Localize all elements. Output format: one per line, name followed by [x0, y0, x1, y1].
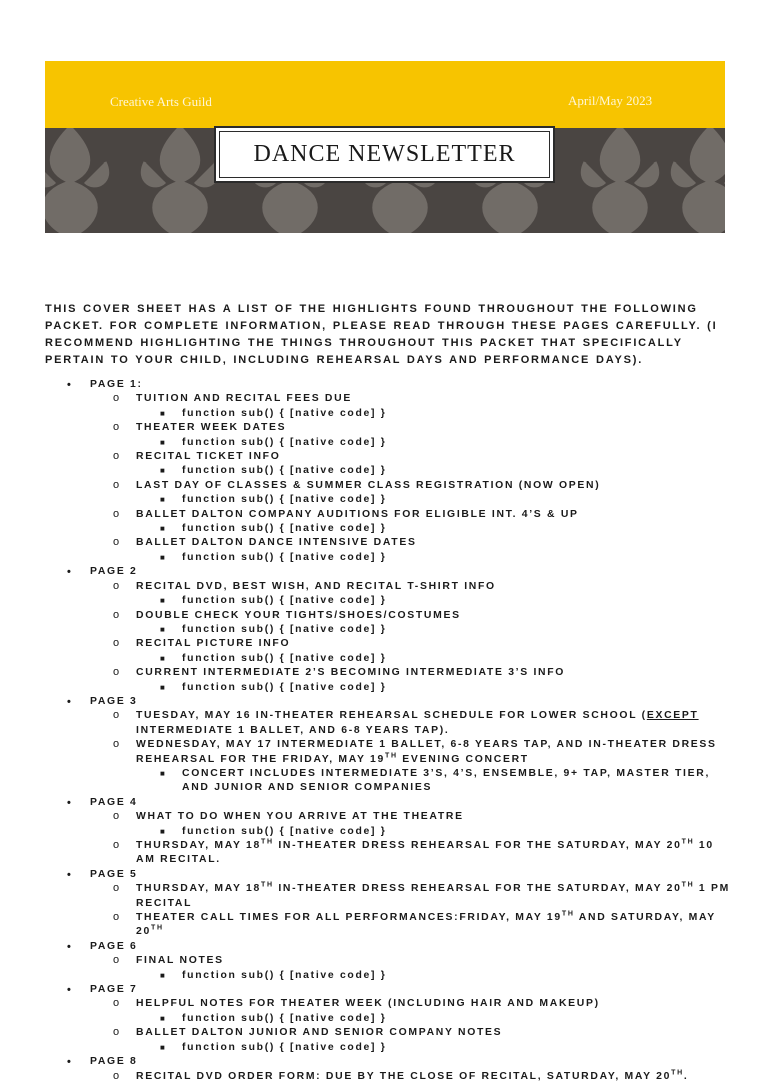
page-label: PAGE 8: [90, 1056, 138, 1068]
circle-bullet-icon: o: [113, 450, 121, 463]
page-entry: [45, 868, 735, 940]
item-text: function sub() { [native code] }: [182, 681, 387, 693]
page-items: [90, 882, 735, 940]
sub-items: [136, 464, 735, 478]
circle-bullet-icon: o: [113, 1069, 121, 1082]
item-text: INTERMEDIATE 1 BALLET, AND 6-8 YEARS TAP).: [136, 724, 450, 736]
sub-items: [136, 1041, 735, 1055]
square-bullet-icon: ■: [160, 624, 167, 634]
item-text: AND SATURDAY, MAY 20: [136, 912, 716, 938]
list-item: [45, 479, 735, 508]
list-item: [45, 609, 735, 638]
circle-bullet-icon: o: [113, 579, 121, 592]
sub-items: [136, 623, 735, 637]
list-item: [45, 1070, 735, 1084]
page-entry: [45, 565, 735, 695]
damask-ornament-icon: [665, 128, 725, 233]
page-entry: [45, 983, 735, 1055]
square-bullet-icon: ■: [160, 1013, 167, 1023]
item-text: DOUBLE CHECK YOUR TIGHTS/SHOES/COSTUMES: [136, 609, 461, 621]
item-text: THURSDAY, MAY 18: [136, 840, 261, 851]
sub-items: [136, 493, 735, 507]
square-bullet-icon: ■: [160, 408, 167, 418]
item-text: IN-THEATER DRESS REHEARSAL FOR THE SATURDAY, MAY 20: [273, 883, 682, 895]
item-text: function sub() { [native code] }: [182, 1041, 387, 1053]
list-item: [45, 551, 735, 565]
circle-bullet-icon: o: [113, 637, 121, 650]
list-item: [45, 738, 735, 796]
list-item: [45, 436, 735, 450]
sub-items: [136, 594, 735, 608]
sub-items: [136, 436, 735, 450]
sub-items: [136, 522, 735, 536]
item-text: WHAT TO DO WHEN YOU ARRIVE AT THE THEATRE: [136, 811, 464, 823]
item-text: CONCERT INCLUDES INTERMEDIATE 3’S, 4’S, ENSEMBLE, 9+ TAP, MASTER TIER, AND JUNIOR AND SENIOR COMPANIES: [182, 767, 711, 794]
list-item: [45, 637, 735, 666]
circle-bullet-icon: o: [113, 421, 121, 434]
ordinal-suffix: TH: [681, 881, 695, 889]
square-bullet-icon: ■: [160, 653, 167, 663]
item-text: function sub() { [native code] }: [182, 969, 387, 981]
list-item: [45, 911, 735, 940]
damask-ornament-icon: [575, 128, 665, 233]
ordinal-suffix: TH: [561, 910, 575, 918]
list-item: [45, 882, 735, 911]
list-item: [45, 623, 735, 637]
item-text: TUITION AND RECITAL FEES DUE: [136, 393, 352, 405]
circle-bullet-icon: o: [113, 810, 121, 823]
page-items: [90, 810, 735, 868]
item-text: function sub() { [native code] }: [182, 436, 387, 448]
item-text: function sub() { [native code] }: [182, 494, 387, 506]
list-item: [45, 464, 735, 478]
bullet-icon: •: [67, 379, 73, 391]
item-text: EVENING CONCERT: [397, 753, 529, 765]
damask-ornament-icon: [135, 128, 225, 233]
square-bullet-icon: ■: [160, 768, 167, 778]
sub-items: [136, 681, 735, 695]
list-item: [45, 767, 735, 796]
square-bullet-icon: ■: [160, 495, 167, 505]
page-entry: [45, 940, 735, 983]
item-text: function sub() { [native code] }: [182, 1012, 387, 1024]
page-list: [45, 378, 735, 1084]
damask-ornament-icon: [45, 128, 115, 233]
item-text: THEATER WEEK DATES: [136, 422, 287, 434]
list-item: [45, 839, 735, 868]
circle-bullet-icon: o: [113, 392, 121, 405]
circle-bullet-icon: o: [113, 507, 121, 520]
circle-bullet-icon: o: [113, 709, 121, 722]
issue-date: April/May 2023: [568, 93, 653, 108]
circle-bullet-icon: o: [113, 536, 121, 549]
sub-items: [136, 1012, 735, 1026]
item-text: HELPFUL NOTES FOR THEATER WEEK (INCLUDING HAIR AND MAKEUP): [136, 998, 600, 1010]
item-text: RECITAL DVD ORDER FORM: DUE BY THE CLOSE OF RECITAL, SATURDAY, MAY 20: [136, 1070, 672, 1082]
page-label: PAGE 4: [90, 796, 138, 808]
item-text: function sub() { [native code] }: [182, 465, 387, 477]
organization-name: Creative Arts Guild: [110, 94, 212, 109]
list-item: [45, 810, 735, 839]
item-text: function sub() { [native code] }: [182, 407, 387, 419]
list-item: [45, 536, 735, 565]
page-label: PAGE 6: [90, 940, 138, 952]
page-label: PAGE 5: [90, 868, 138, 880]
item-text: .: [683, 1070, 689, 1082]
list-item: [45, 392, 735, 421]
page-label: PAGE 1:: [90, 379, 143, 390]
item-text: THURSDAY, MAY 18: [136, 883, 261, 895]
circle-bullet-icon: o: [113, 666, 121, 679]
list-item: [45, 522, 735, 536]
page-entry: [45, 796, 735, 868]
intro-paragraph: THIS COVER SHEET HAS A LIST OF THE HIGHLIGHTS FOUND THROUGHOUT THE FOLLOWING PACKET. FOR COMPLETE INFORMATION, PLEASE READ THROUGH THESE PAGES CAREFULLY. (I RECOMMEND HIGHLIGHTING THE THINGS THROUGHOUT THIS PACKET THAT SPECIFICALLY PERTAIN TO YOUR CHILD, INCLUDING REHEARSAL DAYS AND PERFORMANCE DAYS).: [45, 303, 718, 366]
newsletter-header: [45, 61, 725, 233]
item-text: function sub() { [native code] }: [182, 652, 387, 664]
item-text: 10 AM RECITAL.: [136, 840, 714, 866]
list-item: [45, 1026, 735, 1055]
page-items: [90, 392, 735, 565]
bullet-icon: •: [67, 695, 73, 708]
list-item: [45, 450, 735, 479]
ordinal-suffix: TH: [261, 881, 274, 889]
item-text: BALLET DALTON JUNIOR AND SENIOR COMPANY NOTES: [136, 1027, 503, 1039]
ordinal-suffix: TH: [671, 1069, 684, 1077]
item-text: function sub() { [native code] }: [182, 623, 387, 635]
square-bullet-icon: ■: [160, 466, 167, 476]
bullet-icon: •: [67, 868, 73, 881]
circle-bullet-icon: o: [113, 608, 121, 621]
square-bullet-icon: ■: [160, 596, 167, 606]
circle-bullet-icon: o: [113, 911, 121, 924]
square-bullet-icon: ■: [160, 552, 167, 562]
ordinal-suffix: TH: [150, 924, 164, 932]
bullet-icon: •: [67, 566, 73, 579]
circle-bullet-icon: o: [113, 478, 121, 491]
item-text: LAST DAY OF CLASSES & SUMMER CLASS REGISTRATION (NOW OPEN): [136, 479, 601, 491]
highlights-outline: [45, 378, 735, 1084]
item-text: WEDNESDAY, MAY 17 INTERMEDIATE 1 BALLET, 6-8 YEARS TAP, AND IN-THEATER DRESS REHEARSAL FOR THE FRIDAY, MAY 19: [136, 739, 717, 765]
list-item: [45, 1012, 735, 1026]
item-text: RECITAL TICKET INFO: [136, 451, 281, 463]
ordinal-suffix: TH: [681, 838, 695, 846]
item-text: CURRENT INTERMEDIATE 2’S BECOMING INTERMEDIATE 3’S INFO: [136, 667, 566, 679]
item-text: THEATER CALL TIMES FOR ALL PERFORMANCES:FRIDAY, MAY 19: [136, 912, 562, 924]
item-text: RECITAL PICTURE INFO: [136, 638, 291, 650]
list-item: [45, 666, 735, 695]
item-text: BALLET DALTON COMPANY AUDITIONS FOR ELIGIBLE INT. 4’S & UP: [136, 508, 579, 520]
square-bullet-icon: ■: [160, 682, 167, 692]
sub-items: [136, 767, 735, 796]
list-item: [45, 681, 735, 695]
page-label: PAGE 7: [90, 984, 138, 996]
sub-items: [136, 825, 735, 839]
item-text: IN-THEATER DRESS REHEARSAL FOR THE SATURDAY, MAY 20: [273, 840, 682, 851]
list-item: [45, 594, 735, 608]
list-item: [45, 825, 735, 839]
page-items: [90, 1070, 735, 1084]
circle-bullet-icon: o: [113, 1026, 121, 1039]
bullet-icon: •: [67, 940, 73, 953]
square-bullet-icon: ■: [160, 437, 167, 447]
sub-items: [136, 407, 735, 421]
item-text: function sub() { [native code] }: [182, 825, 387, 837]
list-item: [45, 508, 735, 537]
square-bullet-icon: ■: [160, 524, 167, 534]
list-item: [45, 493, 735, 507]
list-item: [45, 421, 735, 450]
page-entry: [45, 378, 735, 565]
bullet-icon: •: [67, 1056, 73, 1069]
square-bullet-icon: ■: [160, 1042, 167, 1052]
item-text: function sub() { [native code] }: [182, 551, 387, 563]
list-item: [45, 1041, 735, 1055]
item-text: 1 PM RECITAL: [136, 883, 730, 909]
circle-bullet-icon: o: [113, 882, 121, 895]
page-items: [90, 954, 735, 983]
list-item: [45, 969, 735, 983]
item-text: FINAL NOTES: [136, 955, 224, 967]
circle-bullet-icon: o: [113, 997, 121, 1010]
circle-bullet-icon: o: [113, 954, 121, 967]
title-frame: [214, 126, 555, 183]
page-items: [90, 997, 735, 1055]
bullet-icon: •: [67, 984, 73, 997]
page-title: DANCE NEWSLETTER: [253, 141, 516, 167]
sub-items: [136, 652, 735, 666]
square-bullet-icon: ■: [160, 826, 167, 836]
bullet-icon: •: [67, 796, 73, 809]
page-items: [90, 709, 735, 795]
list-item: [45, 954, 735, 983]
item-text: function sub() { [native code] }: [182, 595, 387, 607]
page-label: PAGE 3: [90, 695, 138, 707]
item-text: BALLET DALTON DANCE INTENSIVE DATES: [136, 537, 417, 549]
page-label: PAGE 2: [90, 566, 138, 578]
ordinal-suffix: TH: [261, 838, 274, 846]
item-text: RECITAL DVD, BEST WISH, AND RECITAL T-SHIRT INFO: [136, 580, 496, 592]
item-text-underlined: EXCEPT: [646, 710, 699, 722]
sub-items: [136, 969, 735, 983]
ordinal-suffix: TH: [384, 752, 398, 760]
square-bullet-icon: ■: [160, 970, 167, 980]
circle-bullet-icon: o: [113, 738, 121, 751]
list-item: [45, 407, 735, 421]
list-item: [45, 652, 735, 666]
page-entry: [45, 695, 735, 796]
item-text: function sub() { [native code] }: [182, 523, 387, 535]
list-item: [45, 997, 735, 1026]
list-item: [45, 580, 735, 609]
sub-items: [136, 551, 735, 565]
item-text: TUESDAY, MAY 16 IN-THEATER REHEARSAL SCHEDULE FOR LOWER SCHOOL (: [136, 710, 647, 722]
page-items: [90, 580, 735, 695]
list-item: [45, 709, 735, 738]
circle-bullet-icon: o: [113, 839, 121, 851]
page-entry: [45, 1055, 735, 1084]
